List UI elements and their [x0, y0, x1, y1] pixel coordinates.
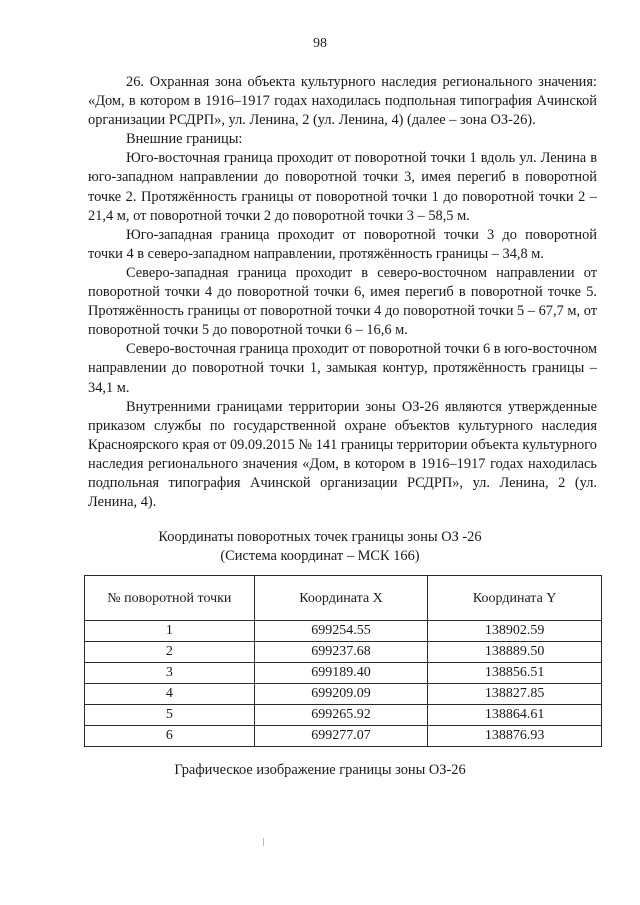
cell-point-number: 5 [85, 705, 255, 726]
paragraph-southwest-border: Юго-западная граница проходит от поворотной точки 3 до поворотной точки 4 в северо-западном направлении, протяжённость границы – 34,8 м. [88, 226, 597, 262]
coordinates-table [84, 575, 602, 747]
table-row [85, 726, 602, 747]
cell-coordinate-x: 699277.07 [254, 726, 428, 747]
table-row [85, 705, 602, 726]
cell-coordinate-y: 138876.93 [428, 726, 602, 747]
graphic-caption: Графическое изображение границы зоны ОЗ-26 [174, 762, 466, 778]
header-coordinate-y: Координата Y [428, 576, 602, 621]
cell-coordinate-y: 138827.85 [428, 684, 602, 705]
scan-artifact [263, 838, 264, 846]
paragraph-southeast-border: Юго-восточная граница проходит от поворотной точки 1 вдоль ул. Ленина в юго-западном направлении до поворотной точки 3, имея перегиб в поворотной точке 2. Протяжённость границы от поворотной точки 1 до поворотной точки 2 – 21,4 м, от поворотной точки 2 до поворотной точки 3 – 58,5 м. [88, 150, 597, 224]
paragraph-northwest-border: Северо-западная граница проходит в северо-восточном направлении от поворотной точки 4 до поворотной точки 6, имея перегиб в поворотной точке 5. Протяжённость границы от поворотной точки 4 до поворотной точки 5 – 67,7 м, от поворотной точки 5 до поворотной точки 6 – 16,6 м. [88, 264, 597, 339]
cell-coordinate-x: 699237.68 [254, 642, 428, 663]
page-number: 98 [313, 36, 327, 51]
table-title-line2: (Система координат – МСК 166) [220, 548, 420, 564]
header-coordinate-x: Координата X [254, 576, 428, 621]
body-text [88, 73, 597, 512]
header-point-number: № поворотной точки [85, 576, 255, 621]
paragraph-internal-borders: Внутренними границами территории зоны ОЗ-26 являются утвержденные приказом службы по государственной охране объектов культурного наследия Красноярского края от 09.09.2015 № 141 границы территории объекта культурного наследия регионального значения «Дом, в котором в 1916–1917 годах находилась подпольная типография Ачинской организации РСДРП», ул. Ленина, 2 (ул. Ленина, 4). [88, 398, 597, 511]
table-title [0, 528, 640, 566]
cell-coordinate-x: 699209.09 [254, 684, 428, 705]
cell-coordinate-y: 138856.51 [428, 663, 602, 684]
paragraph-northeast-border: Северо-восточная граница проходит от поворотной точки 6 в юго-восточном направлении до поворотной точки 1, замыкая контур, протяжённость границы – 34,1 м. [88, 341, 597, 396]
cell-point-number: 3 [85, 663, 255, 684]
cell-coordinate-x: 699254.55 [254, 621, 428, 642]
table-row [85, 684, 602, 705]
table-row [85, 663, 602, 684]
paragraph-zone-intro: 26. Охранная зона объекта культурного наследия регионального значения: «Дом, в котором в 1916–1917 годах находилась подпольная типография Ачинской организации РСДРП», ул. Ленина, 2 (ул. Ленина, 4) (далее – зона ОЗ-26). [88, 74, 597, 129]
cell-coordinate-y: 138902.59 [428, 621, 602, 642]
cell-point-number: 4 [85, 684, 255, 705]
cell-coordinate-x: 699189.40 [254, 663, 428, 684]
cell-coordinate-x: 699265.92 [254, 705, 428, 726]
table-row [85, 642, 602, 663]
cell-coordinate-y: 138864.61 [428, 705, 602, 726]
table-title-line1: Координаты поворотных точек границы зоны ОЗ -26 [158, 529, 482, 545]
cell-point-number: 6 [85, 726, 255, 747]
paragraph-external-borders-heading: Внешние границы: [126, 131, 243, 148]
cell-point-number: 1 [85, 621, 255, 642]
cell-point-number: 2 [85, 642, 255, 663]
table-row [85, 621, 602, 642]
cell-coordinate-y: 138889.50 [428, 642, 602, 663]
table-header-row [85, 576, 602, 621]
